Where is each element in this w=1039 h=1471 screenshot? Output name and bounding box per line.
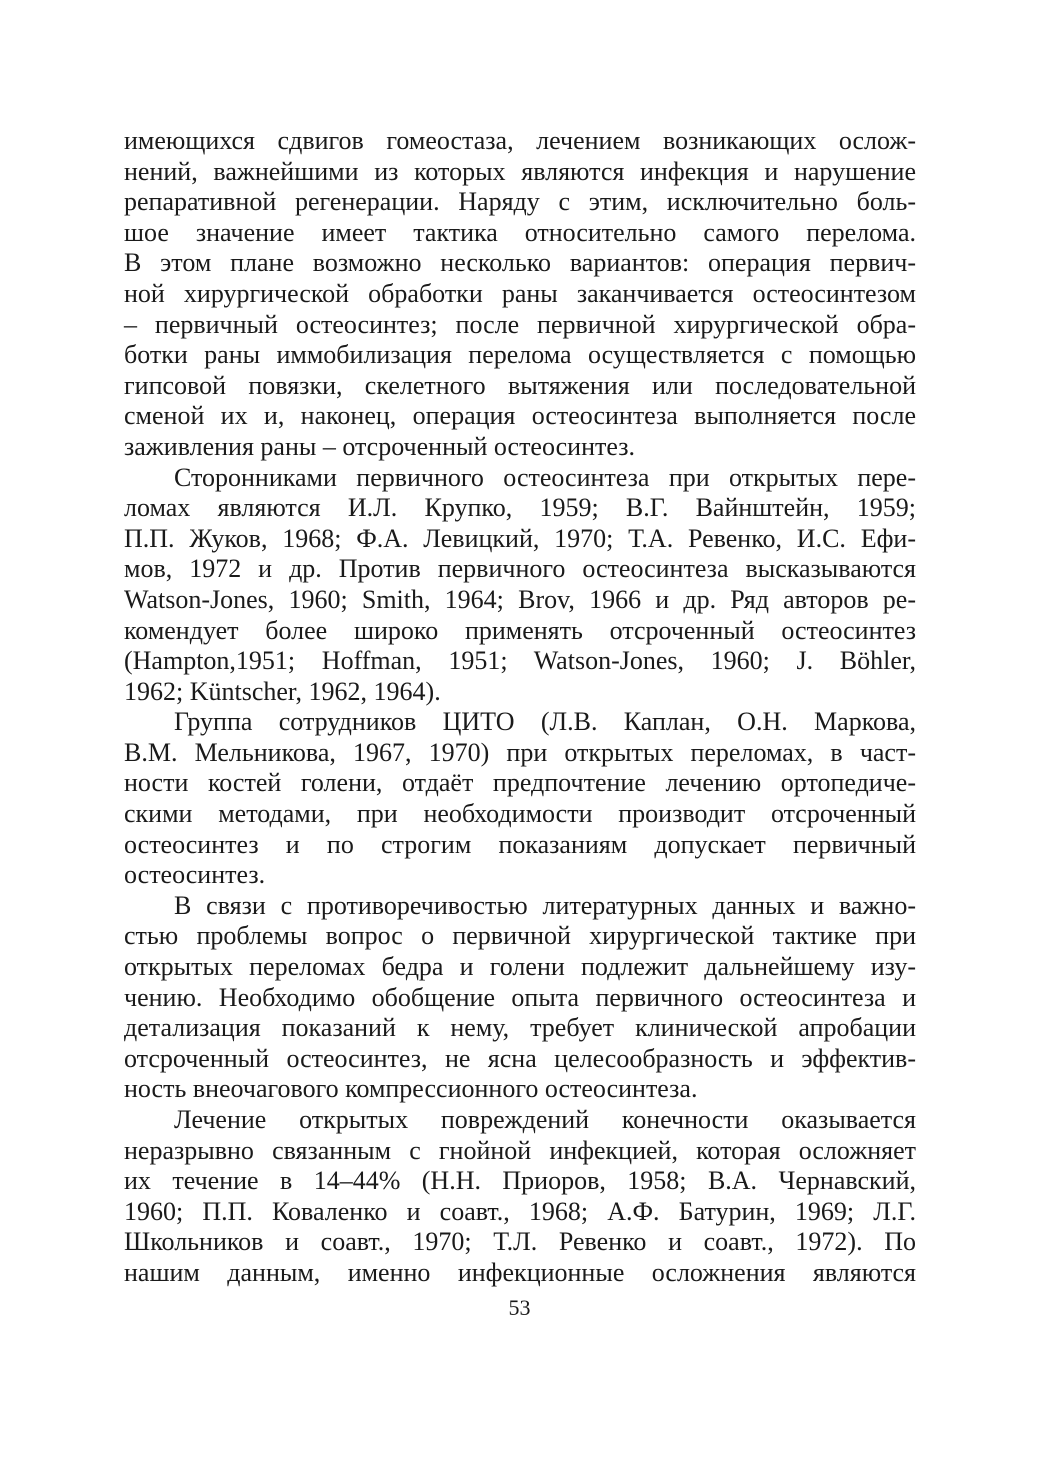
text-line: остеосинтез. (124, 860, 266, 890)
text-line: 1960; П.П. Коваленко и соавт., 1968; А.Ф. Батурин, 1969; Л.Г. (124, 1196, 916, 1226)
text-line: В этом плане возможно несколько вариантов: операция первич- (124, 248, 916, 278)
text-line: сменой их и, наконец, операция остеосинтеза выполняется после (124, 401, 916, 431)
text-line: заживления раны – отсроченный остеосинтез. (124, 431, 635, 461)
text-line: нений, важнейшими из которых являются инфекция и нарушение (124, 156, 916, 186)
text-line: Лечение открытых повреждений конечности оказывается (174, 1105, 916, 1134)
text-line: – первичный остеосинтез; после первичной хирургической обра- (124, 309, 916, 339)
text-line: нашим данным, именно инфекционные осложнения являются (124, 1257, 916, 1287)
text-line: В связи с противоречивостью литературных данных и важно- (174, 890, 916, 920)
text-line: ности костей голени, отдаёт предпочтение лечению ортопедиче- (124, 768, 916, 798)
text-line: репаративной регенерации. Наряду с этим, исключительно боль- (124, 187, 916, 217)
text-line: детализация показаний к нему, требует клинической апробации (124, 1013, 916, 1043)
text-line: мов, 1972 и др. Против первичного остеосинтеза высказываются (124, 554, 916, 584)
text-line: скими методами, при необходимости производит отсроченный (124, 799, 916, 829)
page-number: 53 (508, 1295, 531, 1320)
text-line: Сторонниками первичного остеосинтеза при открытых пере- (174, 462, 916, 492)
text-line: гипсовой повязки, скелетного вытяжения или последовательной (124, 370, 916, 400)
paragraph (124, 126, 916, 463)
paragraph (124, 463, 916, 708)
text-line: отсроченный остеосинтез, не ясна целесообразность и эффектив- (124, 1043, 916, 1073)
text-line: ность внеочагового компрессионного остеосинтеза. (124, 1074, 698, 1104)
paragraph (124, 707, 916, 891)
text-line: шое значение имеет тактика относительно самого перелома. (124, 217, 916, 247)
text-line: чению. Необходимо обобщение опыта первичного остеосинтеза и (124, 982, 916, 1012)
text-line: ботки раны иммобилизация перелома осуществляется с помощью (124, 340, 916, 370)
text-line: П.П. Жуков, 1968; Ф.А. Левицкий, 1970; Т.А. Ревенко, И.С. Ефи- (124, 523, 916, 553)
text-line: 1962; Küntscher, 1962, 1964). (124, 676, 441, 706)
text-line: неразрывно связанным с гнойной инфекцией, которая осложняет (124, 1135, 916, 1165)
text-line: остеосинтез и по строгим показаниям допускает первичный (124, 829, 916, 859)
paragraph (124, 891, 916, 1105)
text-line: Watson-Jones, 1960; Smith, 1964; Brov, 1966 и др. Ряд авторов ре- (124, 584, 916, 614)
text-line: Группа сотрудников ЦИТО (Л.В. Каплан, О.Н. Маркова, (174, 707, 916, 737)
text-line: комендует более широко применять отсроченный остеосинтез (124, 615, 916, 645)
paragraph (124, 1105, 916, 1289)
text-line: имеющихся сдвигов гомеостаза, лечением возникающих ослож- (124, 126, 916, 155)
text-line: (Hampton,1951; Hoffman, 1951; Watson-Jones, 1960; J. Böhler, (124, 646, 916, 676)
text-line: стью проблемы вопрос о первичной хирургической тактике при (124, 921, 916, 951)
text-line: открытых переломах бедра и голени подлежит дальнейшему изу- (124, 952, 916, 982)
text-line: Школьников и соавт., 1970; Т.Л. Ревенко и соавт., 1972). По (124, 1227, 916, 1257)
text-line: ломах являются И.Л. Крупко, 1959; В.Г. Вайнштейн, 1959; (124, 493, 916, 523)
text-line: В.М. Мельникова, 1967, 1970) при открытых переломах, в част- (124, 737, 916, 767)
page-body (124, 126, 916, 1289)
text-line: их течение в 14–44% (Н.Н. Приоров, 1958; В.А. Чернавский, (124, 1166, 916, 1196)
text-line: ной хирургической обработки раны заканчивается остеосинтезом (124, 278, 916, 308)
